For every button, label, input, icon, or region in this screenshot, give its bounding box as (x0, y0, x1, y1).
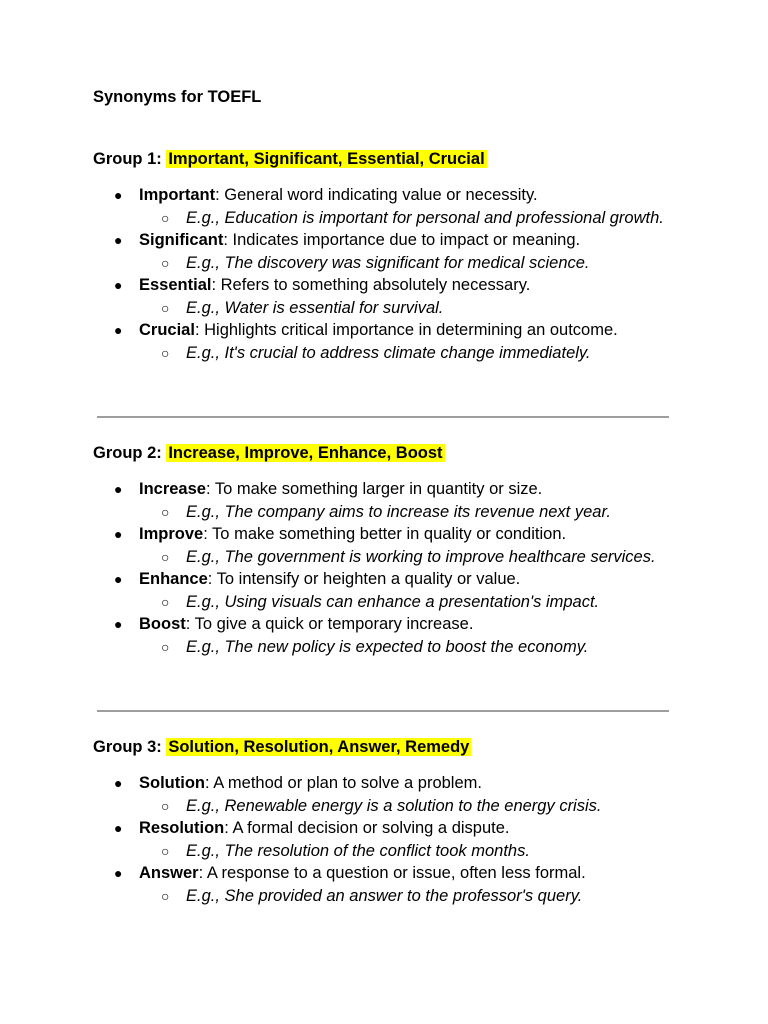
circle-bullet-icon: ○ (161, 254, 170, 271)
term-list (93, 184, 693, 364)
term-item (93, 478, 693, 523)
group-heading (93, 442, 693, 464)
term-list (93, 478, 693, 658)
term-word: Answer (139, 864, 199, 882)
group-heading (93, 736, 693, 758)
example-text: E.g., The discovery was significant for medical science. (186, 253, 590, 272)
term-item (93, 523, 693, 568)
bullet-icon: ● (114, 481, 123, 497)
term-definition: : To make something better in quality or condition. (203, 525, 567, 543)
term-word: Important (139, 186, 216, 204)
example-item (139, 297, 720, 320)
circle-bullet-icon: ○ (161, 842, 170, 859)
bullet-icon: ● (114, 820, 123, 836)
term-word: Increase (139, 480, 206, 498)
term-item (93, 772, 693, 817)
term-definition: : Refers to something absolutely necessary. (211, 276, 531, 294)
term-item (93, 319, 693, 364)
term-item (93, 817, 693, 862)
term-item (93, 184, 693, 229)
example-text: E.g., Education is important for personal and professional growth. (186, 208, 664, 227)
bullet-icon: ● (114, 232, 123, 248)
bullet-icon: ● (114, 775, 123, 791)
bullet-icon: ● (114, 526, 123, 542)
term-definition: : To intensify or heighten a quality or value. (207, 570, 521, 588)
term-word: Solution (139, 774, 205, 792)
term-word: Boost (139, 615, 186, 633)
term-list (93, 772, 693, 907)
circle-bullet-icon: ○ (161, 593, 170, 610)
section-divider (97, 710, 669, 712)
section-divider (97, 416, 669, 418)
synonym-group-1 (93, 148, 693, 364)
term-definition: : To give a quick or temporary increase. (185, 615, 474, 633)
highlighted-synonyms: Important, Significant, Essential, Crucial (168, 150, 485, 168)
term-word: Crucial (139, 321, 195, 339)
term-word: Resolution (139, 819, 225, 837)
term-word: Improve (139, 525, 204, 543)
example-text: E.g., The new policy is expected to boost the economy. (186, 637, 589, 656)
circle-bullet-icon: ○ (161, 638, 170, 655)
circle-bullet-icon: ○ (161, 209, 170, 226)
group-label: Group 3: (93, 738, 167, 756)
circle-bullet-icon: ○ (161, 503, 170, 520)
example-item (139, 207, 720, 230)
highlighted-synonyms: Solution, Resolution, Answer, Remedy (168, 738, 470, 756)
bullet-icon: ● (114, 187, 123, 203)
example-text: E.g., The government is working to improve healthcare services. (186, 547, 656, 566)
bullet-icon: ● (114, 277, 123, 293)
example-item (139, 342, 720, 365)
term-word: Enhance (139, 570, 208, 588)
term-item (93, 229, 693, 274)
circle-bullet-icon: ○ (161, 299, 170, 316)
example-item (139, 501, 720, 524)
group-heading (93, 148, 693, 170)
example-item (139, 591, 720, 614)
bullet-icon: ● (114, 571, 123, 587)
term-definition: : Indicates importance due to impact or meaning. (223, 231, 581, 249)
example-text: E.g., Water is essential for survival. (186, 298, 444, 317)
term-definition: : A formal decision or solving a dispute. (224, 819, 510, 837)
circle-bullet-icon: ○ (161, 344, 170, 361)
term-word: Essential (139, 276, 212, 294)
circle-bullet-icon: ○ (161, 797, 170, 814)
example-text: E.g., She provided an answer to the professor's query. (186, 886, 583, 905)
bullet-icon: ● (114, 322, 123, 338)
example-text: E.g., The company aims to increase its revenue next year. (186, 502, 611, 521)
example-item (139, 840, 720, 863)
example-item (139, 885, 720, 908)
term-definition: : A response to a question or issue, often less formal. (198, 864, 586, 882)
group-label: Group 1: (93, 150, 167, 168)
term-word: Significant (139, 231, 224, 249)
document-title: Synonyms for TOEFL (93, 88, 262, 106)
highlighted-synonyms: Increase, Improve, Enhance, Boost (168, 444, 443, 462)
term-item (93, 862, 693, 907)
bullet-icon: ● (114, 865, 123, 881)
example-text: E.g., The resolution of the conflict took months. (186, 841, 530, 860)
example-item (139, 252, 720, 275)
term-definition: : General word indicating value or necessity. (215, 186, 538, 204)
synonym-group-2 (93, 442, 693, 658)
synonym-group-3 (93, 736, 693, 907)
example-text: E.g., Renewable energy is a solution to the energy crisis. (186, 796, 602, 815)
term-definition: : Highlights critical importance in determining an outcome. (194, 321, 618, 339)
example-text: E.g., Using visuals can enhance a presentation's impact. (186, 592, 600, 611)
term-definition: : To make something larger in quantity or size. (205, 480, 543, 498)
example-text: E.g., It's crucial to address climate change immediately. (186, 343, 591, 362)
term-item (93, 613, 693, 658)
circle-bullet-icon: ○ (161, 548, 170, 565)
example-item (139, 546, 720, 569)
circle-bullet-icon: ○ (161, 887, 170, 904)
term-item (93, 274, 693, 319)
term-definition: : A method or plan to solve a problem. (204, 774, 482, 792)
example-item (139, 795, 720, 818)
group-label: Group 2: (93, 444, 167, 462)
term-item (93, 568, 693, 613)
example-item (139, 636, 720, 659)
bullet-icon: ● (114, 616, 123, 632)
